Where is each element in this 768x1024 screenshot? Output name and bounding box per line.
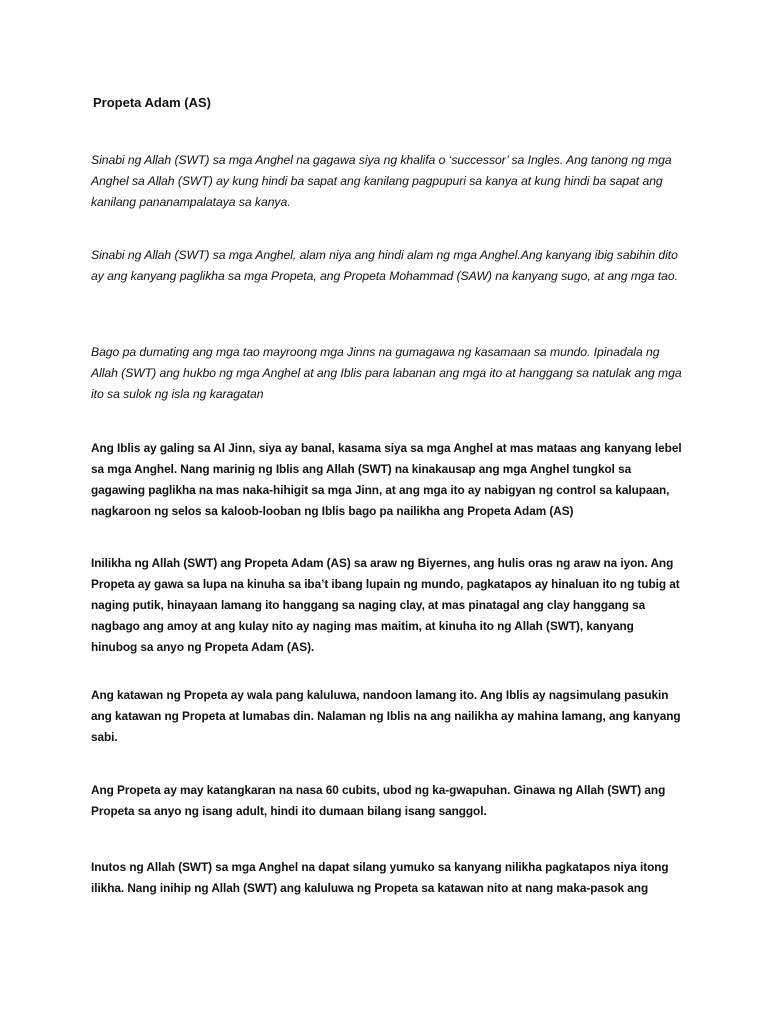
paragraph-bold-5: Inutos ng Allah (SWT) sa mga Anghel na dapat silang yumuko sa kanyang nilikha pagkatapos niya itong ilikha. Nang inihip ng Allah (SWT) ang kaluluwa ng Propeta sa katawan nito at nang maka-pasok ang — [91, 860, 669, 895]
paragraph-bold-2: Inilikha ng Allah (SWT) ang Propeta Adam (AS) sa araw ng Biyernes, ang hulis oras ng araw na iyon. Ang Propeta ay gawa sa lupa na kinuha sa iba’t ibang lupain ng mundo, pagkatapos ay hinaluan ito ng tubig at naging putik, hinayaan lamang ito hanggang sa naging clay, at mas pinatagal ang clay hanggang sa nagbago ang amoy at ang kulay nito ay naging mas maitim, at kinuha ito ng Allah (SWT), kanyang hinubog sa anyo ng Propeta Adam (AS). — [91, 556, 680, 654]
paragraph-italic-3: Bago pa dumating ang mga tao mayroong mga Jinns na gumagawa ng kasamaan sa mundo. Ipinadala ng Allah (SWT) ang hukbo ng mga Anghel at ang Iblis para labanan ang mga ito at hanggang sa natulak ang mga ito sa sulok ng isla ng karagatan — [91, 345, 682, 401]
paragraph-bold-1: Ang Iblis ay galing sa Al Jinn, siya ay banal, kasama siya sa mga Anghel at mas mataas ang kanyang lebel sa mga Anghel. Nang marinig ng Iblis ang Allah (SWT) na kinakausap ang mga Anghel tungkol sa gagawing paglikha na mas naka-hihigit sa mga Jinn, at ang mga ito ay nabigyan ng control sa kalupaan, nagkaroon ng selos sa kaloob-looban ng Iblis bago pa nailikha ang Propeta Adam (AS) — [91, 441, 682, 518]
paragraph-bold-4: Ang Propeta ay may katangkaran na nasa 60 cubits, ubod ng ka-gwapuhan. Ginawa ng Allah (SWT) ang Propeta sa anyo ng isang adult, hindi ito dumaan bilang isang sanggol. — [91, 783, 666, 818]
paragraph-italic-1: Sinabi ng Allah (SWT) sa mga Anghel na gagawa siya ng khalifa o ‘successor’ sa Ingles. Ang tanong ng mga Anghel sa Allah (SWT) ay kung hindi ba sapat ang kanilang pagpupuri sa kanya at kung hindi ba sapat ang kanilang pananampalataya sa kanya. — [91, 153, 672, 209]
document-title: Propeta Adam (AS) — [93, 95, 211, 110]
paragraph-italic-2: Sinabi ng Allah (SWT) sa mga Anghel, alam niya ang hindi alam ng mga Anghel.Ang kanyang ibig sabihin dito ay ang kanyang paglikha sa mga Propeta, ang Propeta Mohammad (SAW) na kanyang sugo, at ang mga tao. — [91, 248, 678, 283]
paragraph-bold-3: Ang katawan ng Propeta ay wala pang kaluluwa, nandoon lamang ito. Ang Iblis ay nagsimulang pasukin ang katawan ng Propeta at lumabas din. Nalaman ng Iblis na ang nailikha ay mahina lamang, ang kanyang sabi. — [91, 688, 681, 744]
